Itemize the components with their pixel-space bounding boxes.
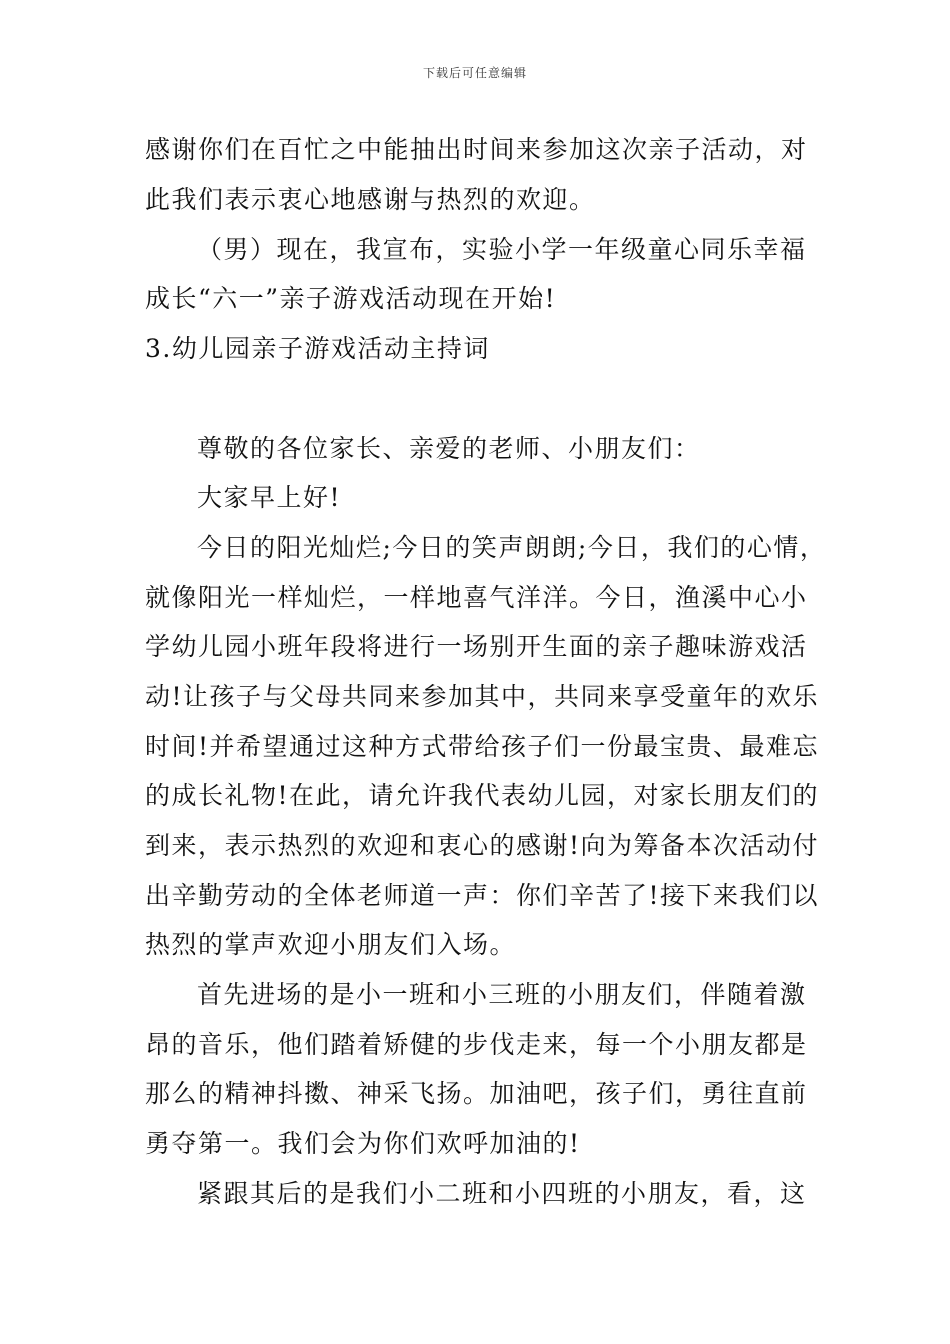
text-line: 热烈的掌声欢迎小朋友们入场。 bbox=[145, 930, 517, 959]
text-line: 到来，表示热烈的欢迎和衷心的感谢!向为筹备本次活动付 bbox=[145, 831, 820, 860]
text-line: 学幼儿园小班年段将进行一场别开生面的亲子趣味游戏活 bbox=[145, 632, 808, 661]
text-line: 紧跟其后的是我们小二班和小四班的小朋友，看，这 bbox=[197, 1179, 807, 1208]
text-line: 出辛勤劳动的全体老师道一声：你们辛苦了!接下来我们以 bbox=[145, 881, 820, 910]
text-line: 就像阳光一样灿烂，一样地喜气洋洋。今日，渔溪中心小 bbox=[145, 583, 808, 612]
text-line: 首先进场的是小一班和小三班的小朋友们，伴随着激 bbox=[197, 980, 807, 1009]
text-line: （男）现在，我宣布，实验小学一年级童心同乐幸福 bbox=[197, 235, 807, 264]
text-line: 那么的精神抖擞、神采飞扬。加油吧，孩子们，勇往直前 bbox=[145, 1079, 808, 1108]
text-line: 大家早上好! bbox=[197, 483, 342, 512]
text-line: 感谢你们在百忙之中能抽出时间来参加这次亲子活动，对 bbox=[145, 135, 808, 164]
text-line: 尊敬的各位家长、亲爱的老师、小朋友们： bbox=[197, 434, 701, 463]
text-line: 动!让孩子与父母共同来参加其中，共同来享受童年的欢乐 bbox=[145, 682, 820, 711]
page-header: 下载后可任意编辑 bbox=[422, 66, 527, 80]
text-line: 此我们表示衷心地感谢与热烈的欢迎。 bbox=[145, 185, 596, 214]
section-heading: 3.幼儿园亲子游戏活动主持词 bbox=[145, 334, 490, 363]
text-line: 成长“六一”亲子游戏活动现在开始! bbox=[145, 284, 557, 313]
text-line: 的成长礼物!在此，请允许我代表幼儿园，对家长朋友们的 bbox=[145, 781, 820, 810]
text-line: 勇夺第一。我们会为你们欢呼加油的! bbox=[145, 1129, 581, 1158]
text-line: 昂的音乐，他们踏着矫健的步伐走来，每一个小朋友都是 bbox=[145, 1030, 808, 1059]
text-line: 今日的阳光灿烂;今日的笑声朗朗;今日，我们的心情， bbox=[197, 533, 827, 562]
text-line: 时间!并希望通过这种方式带给孩子们一份最宝贵、最难忘 bbox=[145, 732, 820, 761]
